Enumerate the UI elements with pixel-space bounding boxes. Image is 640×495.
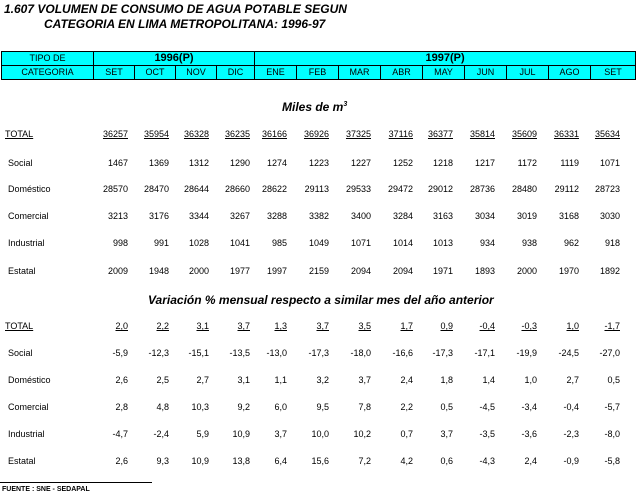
cell-value: 0,5 bbox=[607, 375, 620, 385]
row-label: Comercial bbox=[8, 402, 49, 412]
cell-value: 1,1 bbox=[274, 375, 287, 385]
cell-value: -15,1 bbox=[188, 348, 209, 358]
cell-value: -4,7 bbox=[112, 429, 128, 439]
cell-value: 1252 bbox=[392, 158, 413, 168]
table-row bbox=[0, 456, 640, 470]
cell-value: 3213 bbox=[107, 211, 128, 221]
cell-value: 29012 bbox=[427, 184, 453, 194]
month-header: JUL bbox=[507, 66, 549, 80]
cell-value: 1,3 bbox=[274, 321, 287, 331]
cell-value: 1014 bbox=[392, 238, 413, 248]
row-label: TOTAL bbox=[5, 321, 34, 331]
cell-value: -0,4 bbox=[563, 402, 579, 412]
cell-value: -13,0 bbox=[266, 348, 287, 358]
cell-value: 3034 bbox=[474, 211, 495, 221]
cell-value: 1172 bbox=[517, 158, 537, 168]
cell-value: 1,4 bbox=[482, 375, 495, 385]
volume-section-label: Miles de m bbox=[282, 100, 344, 114]
month-header: DIC bbox=[217, 66, 255, 80]
cell-value: -16,6 bbox=[392, 348, 413, 358]
cell-value: 1467 bbox=[107, 158, 128, 168]
cell-value: 3284 bbox=[392, 211, 413, 221]
cell-value: 36926 bbox=[303, 129, 329, 139]
cell-value: 36257 bbox=[102, 129, 128, 139]
cell-value: 28660 bbox=[224, 184, 250, 194]
cell-value: 4,2 bbox=[400, 456, 413, 466]
cell-value: 3168 bbox=[558, 211, 579, 221]
cell-value: -5,7 bbox=[604, 402, 620, 412]
cell-value: 2,5 bbox=[156, 375, 169, 385]
cell-value: -18,0 bbox=[350, 348, 371, 358]
cell-value: 2159 bbox=[308, 266, 329, 276]
cell-value: 1977 bbox=[229, 266, 250, 276]
cell-value: 0,6 bbox=[440, 456, 453, 466]
cell-value: 36331 bbox=[553, 129, 579, 139]
cell-value: 938 bbox=[521, 238, 537, 248]
cell-value: 2,0 bbox=[115, 321, 128, 331]
cell-value: 3,7 bbox=[358, 375, 371, 385]
cell-value: 0,5 bbox=[440, 402, 453, 412]
cell-value: -5,8 bbox=[604, 456, 620, 466]
cell-value: -5,9 bbox=[112, 348, 128, 358]
cell-value: 985 bbox=[271, 238, 287, 248]
cell-value: -0,4 bbox=[479, 321, 495, 331]
cell-value: -3,6 bbox=[521, 429, 537, 439]
cell-value: 1013 bbox=[432, 238, 453, 248]
cell-value: 962 bbox=[563, 238, 579, 248]
table-row bbox=[0, 266, 640, 280]
cell-value: 36166 bbox=[261, 129, 287, 139]
table-row bbox=[0, 348, 640, 362]
cell-value: 3,7 bbox=[440, 429, 453, 439]
cell-value: 15,6 bbox=[311, 456, 329, 466]
cell-value: 1223 bbox=[308, 158, 329, 168]
cell-value: 1312 bbox=[188, 158, 209, 168]
cell-value: 2009 bbox=[107, 266, 128, 276]
cell-value: 35814 bbox=[469, 129, 495, 139]
cell-value: 6,4 bbox=[274, 456, 287, 466]
row-label: Social bbox=[8, 348, 33, 358]
cell-value: 36377 bbox=[427, 129, 453, 139]
cell-value: 35634 bbox=[594, 129, 620, 139]
cell-value: 10,2 bbox=[353, 429, 371, 439]
cell-value: 35954 bbox=[143, 129, 169, 139]
cell-value: 2,6 bbox=[115, 456, 128, 466]
cell-value: 2,7 bbox=[566, 375, 579, 385]
cell-value: 1,0 bbox=[566, 321, 579, 331]
month-header: JUN bbox=[465, 66, 507, 80]
column-header bbox=[1, 51, 636, 80]
cell-value: -3,5 bbox=[479, 429, 495, 439]
cell-value: 28480 bbox=[511, 184, 537, 194]
cell-value: 29112 bbox=[554, 184, 579, 194]
cell-value: 1971 bbox=[432, 266, 453, 276]
month-header: SET bbox=[94, 66, 135, 80]
cell-value: 35609 bbox=[511, 129, 537, 139]
cell-value: -8,0 bbox=[604, 429, 620, 439]
table-row bbox=[0, 429, 640, 443]
cell-value: 3400 bbox=[350, 211, 371, 221]
row-label: Industrial bbox=[8, 429, 45, 439]
cell-value: -4,5 bbox=[479, 402, 495, 412]
cell-value: 29472 bbox=[387, 184, 413, 194]
cell-value: 0,9 bbox=[440, 321, 453, 331]
year-1996-header: 1996(P) bbox=[94, 52, 255, 66]
cell-value: 2000 bbox=[188, 266, 209, 276]
cell-value: 9,3 bbox=[156, 456, 169, 466]
cell-value: 1,0 bbox=[524, 375, 537, 385]
cell-value: 2,7 bbox=[196, 375, 209, 385]
cell-value: -27,0 bbox=[599, 348, 620, 358]
cell-value: 1028 bbox=[188, 238, 209, 248]
cell-value: -0,9 bbox=[563, 456, 579, 466]
cell-value: 10,0 bbox=[311, 429, 329, 439]
year-1997-header: 1997(P) bbox=[255, 52, 636, 66]
cell-value: 37116 bbox=[388, 129, 413, 139]
cell-value: 9,2 bbox=[237, 402, 250, 412]
cell-value: 13,8 bbox=[232, 456, 250, 466]
cell-value: 29113 bbox=[304, 184, 329, 194]
cell-value: 3,7 bbox=[274, 429, 287, 439]
cell-value: 1049 bbox=[308, 238, 329, 248]
cell-value: -2,4 bbox=[153, 429, 169, 439]
cell-value: 1,7 bbox=[400, 321, 413, 331]
cell-value: 10,9 bbox=[191, 456, 209, 466]
cell-value: 36235 bbox=[224, 129, 250, 139]
cell-value: 6,0 bbox=[274, 402, 287, 412]
table-row bbox=[0, 184, 640, 198]
cell-value: -0,3 bbox=[521, 321, 537, 331]
cell-value: 10,3 bbox=[191, 402, 209, 412]
cell-value: 1041 bbox=[229, 238, 250, 248]
month-header: ENE bbox=[255, 66, 297, 80]
footer-rule bbox=[0, 482, 152, 483]
month-header: AGO bbox=[549, 66, 591, 80]
cell-value: 1,8 bbox=[440, 375, 453, 385]
cell-value: 3288 bbox=[266, 211, 287, 221]
cell-value: 3163 bbox=[432, 211, 453, 221]
table-row bbox=[0, 238, 640, 252]
cell-value: 1892 bbox=[599, 266, 620, 276]
volume-section-title bbox=[282, 100, 347, 114]
month-header: NOV bbox=[176, 66, 217, 80]
cell-value: 2094 bbox=[392, 266, 413, 276]
cell-value: 28470 bbox=[143, 184, 169, 194]
row-label: Estatal bbox=[8, 456, 36, 466]
table-title-line1: 1.607 VOLUMEN DE CONSUMO DE AGUA POTABLE SEGUN bbox=[4, 2, 347, 16]
table-row bbox=[0, 375, 640, 389]
cell-value: -17,1 bbox=[474, 348, 495, 358]
cell-value: 1227 bbox=[350, 158, 371, 168]
cell-value: 9,5 bbox=[316, 402, 329, 412]
cell-value: 2,4 bbox=[400, 375, 413, 385]
cell-value: 2000 bbox=[516, 266, 537, 276]
cell-value: 3019 bbox=[516, 211, 537, 221]
month-header: SET bbox=[591, 66, 636, 80]
table-row bbox=[0, 402, 640, 416]
cell-value: 1893 bbox=[474, 266, 495, 276]
cell-value: 1218 bbox=[432, 158, 453, 168]
cell-value: -12,3 bbox=[148, 348, 169, 358]
cell-value: 2,2 bbox=[400, 402, 413, 412]
cell-value: -24,5 bbox=[558, 348, 579, 358]
cell-value: 3,2 bbox=[316, 375, 329, 385]
row-label: Doméstico bbox=[8, 375, 51, 385]
cell-value: 2,2 bbox=[156, 321, 169, 331]
cell-value: 7,8 bbox=[358, 402, 371, 412]
cell-value: 3,1 bbox=[237, 375, 250, 385]
table-title-line2: CATEGORIA EN LIMA METROPOLITANA: 1996-97 bbox=[44, 17, 326, 31]
cell-value: 1970 bbox=[558, 266, 579, 276]
tipo-header-line1: TIPO DE bbox=[2, 52, 94, 66]
month-header: ABR bbox=[381, 66, 423, 80]
table-row bbox=[0, 158, 640, 172]
cell-value: 3030 bbox=[599, 211, 620, 221]
cell-value: 0,7 bbox=[400, 429, 413, 439]
cell-value: 5,9 bbox=[196, 429, 209, 439]
row-label: TOTAL bbox=[5, 129, 34, 139]
cell-value: 1119 bbox=[560, 158, 579, 168]
cell-value: 3,7 bbox=[237, 321, 250, 331]
cell-value: 29533 bbox=[345, 184, 371, 194]
cell-value: -17,3 bbox=[308, 348, 329, 358]
variation-section-title: Variación % mensual respecto a similar mes del año anterior bbox=[148, 293, 494, 307]
cell-value: 918 bbox=[604, 238, 620, 248]
cell-value: 28570 bbox=[102, 184, 128, 194]
cell-value: -17,3 bbox=[432, 348, 453, 358]
cell-value: -1,7 bbox=[604, 321, 620, 331]
cell-value: -19,9 bbox=[516, 348, 537, 358]
cubic-superscript: 3 bbox=[343, 101, 348, 108]
month-header: OCT bbox=[135, 66, 176, 80]
month-header: MAY bbox=[423, 66, 465, 80]
cell-value: 28723 bbox=[594, 184, 620, 194]
cell-value: -4,3 bbox=[479, 456, 495, 466]
tipo-header-line2: CATEGORIA bbox=[2, 66, 94, 80]
cell-value: 2,8 bbox=[115, 402, 128, 412]
cell-value: 3,7 bbox=[316, 321, 329, 331]
table-row bbox=[0, 321, 640, 335]
cell-value: 7,2 bbox=[358, 456, 371, 466]
row-label: Comercial bbox=[8, 211, 49, 221]
cell-value: 1290 bbox=[229, 158, 250, 168]
cell-value: 37325 bbox=[345, 129, 371, 139]
cell-value: 1997 bbox=[266, 266, 287, 276]
cell-value: 3267 bbox=[229, 211, 250, 221]
cell-value: 1274 bbox=[266, 158, 287, 168]
row-label: Social bbox=[8, 158, 33, 168]
row-label: Industrial bbox=[8, 238, 45, 248]
cell-value: 3,1 bbox=[196, 321, 209, 331]
cell-value: 934 bbox=[479, 238, 495, 248]
month-header: MAR bbox=[339, 66, 381, 80]
cell-value: 28736 bbox=[469, 184, 495, 194]
source-note: FUENTE : SNE - SEDAPAL bbox=[2, 486, 90, 493]
cell-value: 3176 bbox=[148, 211, 169, 221]
cell-value: 3,5 bbox=[358, 321, 371, 331]
cell-value: 4,8 bbox=[156, 402, 169, 412]
cell-value: 2094 bbox=[350, 266, 371, 276]
row-label: Doméstico bbox=[8, 184, 51, 194]
months-row bbox=[2, 66, 636, 80]
cell-value: 991 bbox=[153, 238, 169, 248]
table-row bbox=[0, 211, 640, 225]
cell-value: 1071 bbox=[350, 238, 371, 248]
cell-value: 3382 bbox=[308, 211, 329, 221]
cell-value: 1948 bbox=[148, 266, 169, 276]
cell-value: -2,3 bbox=[563, 429, 579, 439]
cell-value: 3344 bbox=[188, 211, 209, 221]
month-header: FEB bbox=[297, 66, 339, 80]
cell-value: 28644 bbox=[183, 184, 209, 194]
table-row bbox=[0, 129, 640, 143]
cell-value: 1071 bbox=[599, 158, 620, 168]
cell-value: -3,4 bbox=[521, 402, 537, 412]
cell-value: 10,9 bbox=[232, 429, 250, 439]
cell-value: 2,6 bbox=[115, 375, 128, 385]
cell-value: 1217 bbox=[474, 158, 495, 168]
cell-value: 998 bbox=[112, 238, 128, 248]
cell-value: 36328 bbox=[183, 129, 209, 139]
cell-value: 28622 bbox=[261, 184, 287, 194]
cell-value: 1369 bbox=[148, 158, 169, 168]
cell-value: -13,5 bbox=[229, 348, 250, 358]
cell-value: 2,4 bbox=[524, 456, 537, 466]
row-label: Estatal bbox=[8, 266, 36, 276]
